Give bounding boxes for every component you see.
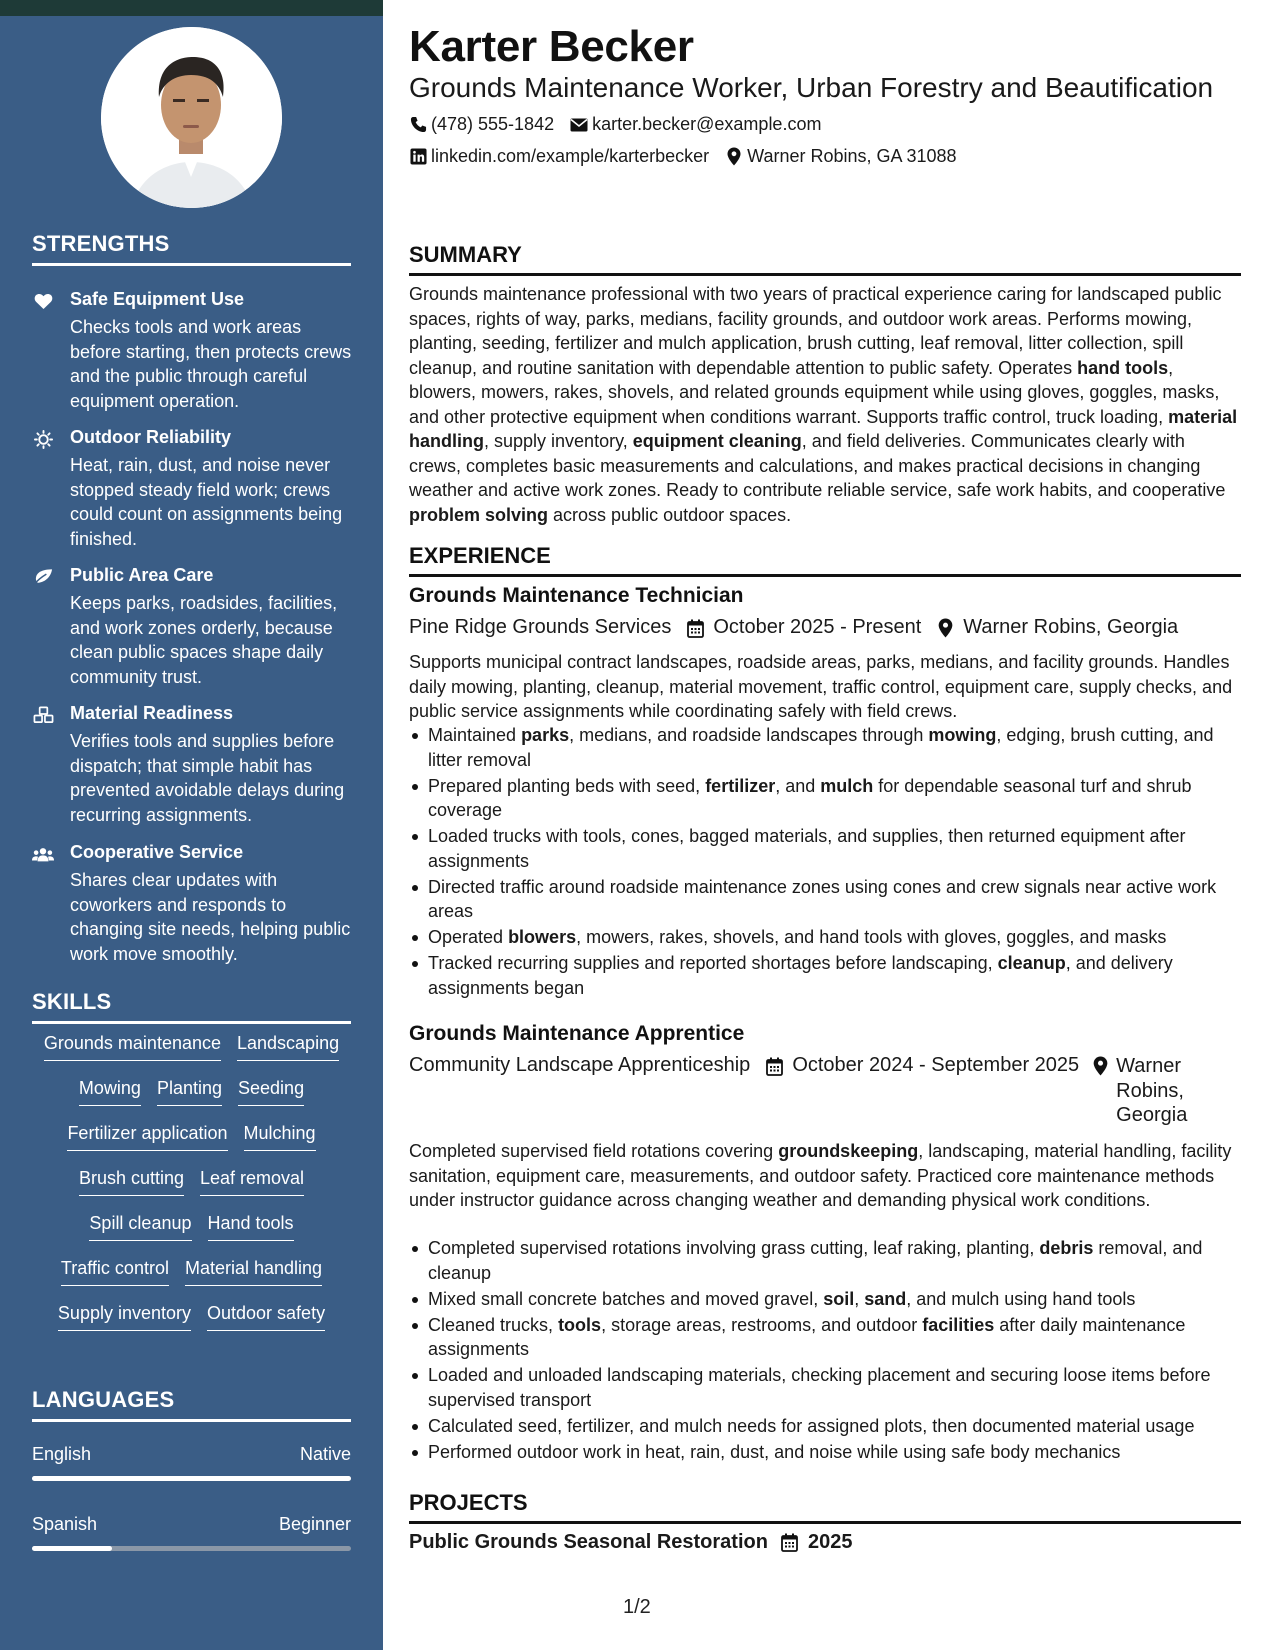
skill-tag: Mulching bbox=[244, 1123, 316, 1151]
skill-tag: Traffic control bbox=[61, 1258, 169, 1286]
text-run: , bbox=[854, 1288, 865, 1309]
text-run: , storage areas, restrooms, and outdoor bbox=[601, 1314, 923, 1335]
bullet-item bbox=[409, 824, 1241, 873]
text-run: Directed traffic around roadside maintenance zones using cones and crew signals near active work areas bbox=[428, 876, 1217, 921]
skill-tag: Spill cleanup bbox=[89, 1213, 191, 1241]
page-number: 1/2 bbox=[623, 1596, 651, 1618]
job-dates bbox=[685, 616, 921, 640]
text-run: for dependable seasonal turf and shrub coverage bbox=[428, 775, 1192, 820]
text-run: Performed outdoor work in heat, rain, dust, and noise while using safe body mechanics bbox=[428, 1441, 1121, 1462]
map-pin-icon bbox=[725, 148, 743, 166]
bold-keyword: facilities bbox=[922, 1314, 995, 1335]
text-run: , medians, and roadside landscapes through bbox=[569, 725, 929, 745]
skills-list bbox=[32, 1033, 351, 1348]
skill-tag: Outdoor safety bbox=[207, 1303, 325, 1331]
sidebar bbox=[0, 0, 383, 1650]
email-text: karter.becker@example.com bbox=[592, 114, 822, 134]
skill-tag: Landscaping bbox=[237, 1033, 339, 1061]
linkedin-text: linkedin.com/example/karterbecker bbox=[431, 146, 710, 166]
skill-tag: Mowing bbox=[79, 1078, 141, 1106]
email-contact[interactable] bbox=[570, 114, 821, 135]
candidate-name: Karter Becker bbox=[409, 22, 694, 71]
text-run: across public outdoor spaces. bbox=[548, 504, 792, 525]
language-proficiency-bar bbox=[32, 1476, 351, 1481]
leaf-icon bbox=[32, 567, 54, 587]
bullet-item bbox=[409, 1313, 1241, 1362]
job-bullets bbox=[409, 1236, 1241, 1466]
job-meta bbox=[409, 1054, 1241, 1128]
text-run: Completed supervised field rotations covering bbox=[409, 1141, 779, 1161]
job-dates bbox=[764, 1054, 1079, 1078]
skills-title: SKILLS bbox=[32, 989, 351, 1024]
text-run: , blowers, mowers, rakes, shovels, and related grounds equipment while using gloves, goggles, masks, and other protective equipment when conditions warrant. Supports traffic control, truck loading, bbox=[409, 357, 1220, 427]
location-text: Warner Robins, Georgia bbox=[963, 616, 1179, 638]
language-proficiency-fill bbox=[32, 1476, 351, 1481]
bold-keyword: soil bbox=[823, 1288, 855, 1309]
text-run: , and bbox=[775, 775, 821, 796]
job-company bbox=[409, 616, 671, 639]
bullet-item bbox=[409, 1236, 1241, 1285]
job-description: Supports municipal contract landscapes, roadside areas, parks, medians, and facility grounds. Handles daily mowing, planting, cleanup, material movement, traffic control, equipment care, supply checks, and public service assignments while coordinating safely with field crews. bbox=[409, 652, 1233, 721]
language-name: Spanish bbox=[32, 1514, 98, 1534]
project-title: Public Grounds Seasonal Restoration bbox=[409, 1531, 768, 1553]
dates-text: October 2024 - September 2025 bbox=[792, 1054, 1080, 1076]
languages-title: LANGUAGES bbox=[32, 1387, 351, 1422]
text-run: Tracked recurring supplies and reported shortages before landscaping, bbox=[428, 953, 998, 973]
text-run: , landscaping, material handling, facility sanitation, equipment care, measurements, and outdoor safety. Practiced core maintenance methods under instructor guidance across changing weather and demanding physical work conditions. bbox=[409, 1141, 1232, 1210]
strength-desc: Keeps parks, roadsides, facilities, and work zones orderly, because clean public spaces shape daily community trust. bbox=[70, 593, 338, 687]
bullet-item bbox=[409, 774, 1241, 823]
summary-title: SUMMARY bbox=[409, 242, 1241, 276]
job-location bbox=[935, 616, 1178, 640]
text-run: Mixed small concrete batches and moved gravel, bbox=[428, 1288, 824, 1309]
strength-title: Safe Equipment Use bbox=[70, 289, 245, 309]
text-run: Calculated seed, fertilizer, and mulch needs for assigned plots, then documented material usage bbox=[428, 1415, 1195, 1436]
skill-row bbox=[32, 1033, 351, 1078]
people-icon bbox=[32, 844, 54, 864]
company-name: Community Landscape Apprenticeship bbox=[409, 1054, 751, 1076]
bullet-item bbox=[409, 951, 1241, 1000]
bold-keyword: problem solving bbox=[409, 504, 549, 525]
location-text: Warner Robins, Georgia bbox=[1116, 1055, 1188, 1126]
bold-keyword: parks bbox=[521, 725, 570, 745]
bullet-item bbox=[409, 1287, 1241, 1312]
text-run: , edging, brush cutting, and litter removal bbox=[428, 725, 1214, 770]
skill-tag: Brush cutting bbox=[79, 1168, 184, 1196]
calendar-icon bbox=[780, 1532, 800, 1554]
calendar-icon bbox=[685, 616, 705, 640]
avatar bbox=[101, 27, 282, 208]
text-run: Operated bbox=[428, 927, 509, 947]
bold-keyword: debris bbox=[1039, 1238, 1094, 1258]
bold-keyword: cleanup bbox=[997, 953, 1066, 973]
phone-text: (478) 555-1842 bbox=[431, 114, 555, 134]
summary-text bbox=[409, 282, 1241, 527]
strengths-title: STRENGTHS bbox=[32, 231, 351, 266]
bold-keyword: fertilizer bbox=[705, 775, 776, 796]
sun-icon bbox=[32, 429, 54, 449]
strength-desc: Checks tools and work areas before starting, then protects crews and the public through careful equipment operation. bbox=[70, 317, 352, 411]
location-contact bbox=[725, 146, 956, 167]
skill-tag: Leaf removal bbox=[200, 1168, 304, 1196]
company-name: Pine Ridge Grounds Services bbox=[409, 616, 672, 638]
bold-keyword: tools bbox=[558, 1314, 602, 1335]
text-run: , and mulch using hand tools bbox=[906, 1288, 1136, 1309]
strength-title: Outdoor Reliability bbox=[70, 427, 232, 447]
job-title: Grounds Maintenance Apprentice bbox=[409, 1022, 745, 1045]
skill-tag: Grounds maintenance bbox=[44, 1033, 221, 1061]
language-name: English bbox=[32, 1444, 92, 1464]
bold-keyword: sand bbox=[864, 1288, 907, 1309]
bullet-item bbox=[409, 1414, 1241, 1439]
experience-title: EXPERIENCE bbox=[409, 543, 1241, 577]
profile-photo bbox=[101, 27, 282, 208]
skill-row bbox=[32, 1258, 351, 1303]
candidate-headline: Grounds Maintenance Worker, Urban Forestry and Beautification bbox=[409, 72, 1214, 103]
location-text: Warner Robins, GA 31088 bbox=[747, 146, 957, 166]
bullet-item bbox=[409, 1363, 1241, 1412]
sidebar-top-bar bbox=[0, 0, 383, 16]
phone-contact[interactable] bbox=[409, 114, 554, 135]
skill-row bbox=[32, 1168, 351, 1213]
strength-title: Cooperative Service bbox=[70, 842, 244, 862]
dates-text: October 2025 - Present bbox=[713, 616, 922, 638]
skill-tag: Material handling bbox=[185, 1258, 322, 1286]
job-meta bbox=[409, 616, 1241, 640]
language-proficiency-fill bbox=[32, 1546, 112, 1551]
language-proficiency-bar bbox=[32, 1546, 351, 1551]
bold-keyword: material handling bbox=[409, 406, 1238, 451]
language-level: Native bbox=[299, 1444, 351, 1464]
linkedin-icon bbox=[409, 148, 427, 166]
text-run: , supply inventory, bbox=[484, 431, 633, 451]
bold-keyword: hand tools bbox=[1077, 357, 1169, 378]
skill-row bbox=[32, 1303, 351, 1348]
text-run: , and delivery assignments began bbox=[428, 953, 1173, 998]
projects-title: PROJECTS bbox=[409, 1490, 1241, 1524]
bold-keyword: groundskeeping bbox=[778, 1141, 919, 1161]
text-run: Loaded and unloaded landscaping materials, checking placement and securing loose items before supervised transport bbox=[428, 1365, 1211, 1410]
contact-line-1 bbox=[409, 114, 837, 135]
skill-tag: Planting bbox=[157, 1078, 222, 1106]
job-title: Grounds Maintenance Technician bbox=[409, 584, 744, 607]
strength-desc: Verifies tools and supplies before dispatch; that simple habit has prevented avoidable delays during recurring assignments. bbox=[70, 731, 345, 825]
project-year: 2025 bbox=[807, 1531, 853, 1553]
bold-keyword: mowing bbox=[928, 725, 997, 745]
strength-title: Material Readiness bbox=[70, 703, 234, 723]
text-run: , and field deliveries. Communicates clearly with crews, completes basic measurements and calculations, and makes practical decisions in changing weather and active work zones. Ready to contribute reliable service, safe work habits, and cooperative bbox=[409, 431, 1226, 500]
bullet-item bbox=[409, 723, 1241, 772]
job-description bbox=[409, 1139, 1241, 1213]
skill-row bbox=[32, 1123, 351, 1168]
skill-tag: Hand tools bbox=[208, 1213, 294, 1241]
text-run: Maintained bbox=[428, 725, 522, 745]
bold-keyword: equipment cleaning bbox=[632, 431, 802, 451]
language-level: Beginner bbox=[278, 1514, 351, 1534]
job-bullets bbox=[409, 723, 1241, 1002]
heart-icon bbox=[32, 291, 54, 311]
text-run: , mowers, rakes, shovels, and hand tools with gloves, goggles, and masks bbox=[576, 927, 1167, 947]
job-company bbox=[409, 1054, 750, 1077]
text-run: after daily maintenance assignments bbox=[428, 1314, 1186, 1359]
envelope-icon bbox=[570, 116, 588, 134]
skill-row bbox=[32, 1078, 351, 1123]
job-location bbox=[1093, 1054, 1188, 1128]
bullet-item bbox=[409, 875, 1241, 924]
project-item bbox=[409, 1531, 852, 1554]
text-run: Loaded trucks with tools, cones, bagged materials, and supplies, then returned equipment after assignments bbox=[428, 826, 1186, 871]
skill-row bbox=[32, 1213, 351, 1258]
skill-tag: Supply inventory bbox=[58, 1303, 191, 1331]
text-run: Completed supervised rotations involving grass cutting, leaf raking, planting, bbox=[428, 1238, 1040, 1258]
bold-keyword: blowers bbox=[508, 927, 577, 947]
linkedin-contact[interactable] bbox=[409, 146, 709, 167]
strength-desc: Heat, rain, dust, and noise never stopped steady field work; crews could count on assignments being finished. bbox=[70, 455, 343, 549]
text-run: Cleaned trucks, bbox=[428, 1314, 559, 1335]
bold-keyword: mulch bbox=[820, 775, 874, 796]
phone-icon bbox=[409, 116, 427, 134]
map-pin-icon bbox=[935, 616, 955, 640]
strength-title: Public Area Care bbox=[70, 565, 214, 585]
strength-desc: Shares clear updates with coworkers and responds to changing site needs, helping public work move smoothly. bbox=[70, 870, 351, 964]
text-run: Prepared planting beds with seed, bbox=[428, 775, 706, 796]
contact-line-2 bbox=[409, 146, 973, 167]
skill-tag: Fertilizer application bbox=[67, 1123, 227, 1151]
skill-tag: Seeding bbox=[238, 1078, 304, 1106]
bullet-item bbox=[409, 925, 1241, 950]
boxes-icon bbox=[32, 705, 54, 725]
text-run: removal, and cleanup bbox=[428, 1238, 1203, 1283]
text-run: Grounds maintenance professional with two years of practical experience caring for landscaped public spaces, rights of way, parks, medians, facility grounds, and outdoor work areas. Performs mowing, planting, seeding, fertilizer and mulch application, brush cutting, leaf removal, litter collection, spill cleanup, and routine sanitation with dependable attention to public safety. Operates bbox=[409, 284, 1222, 378]
bullet-item bbox=[409, 1440, 1241, 1465]
map-pin-icon bbox=[1093, 1054, 1108, 1078]
calendar-icon bbox=[764, 1054, 784, 1078]
